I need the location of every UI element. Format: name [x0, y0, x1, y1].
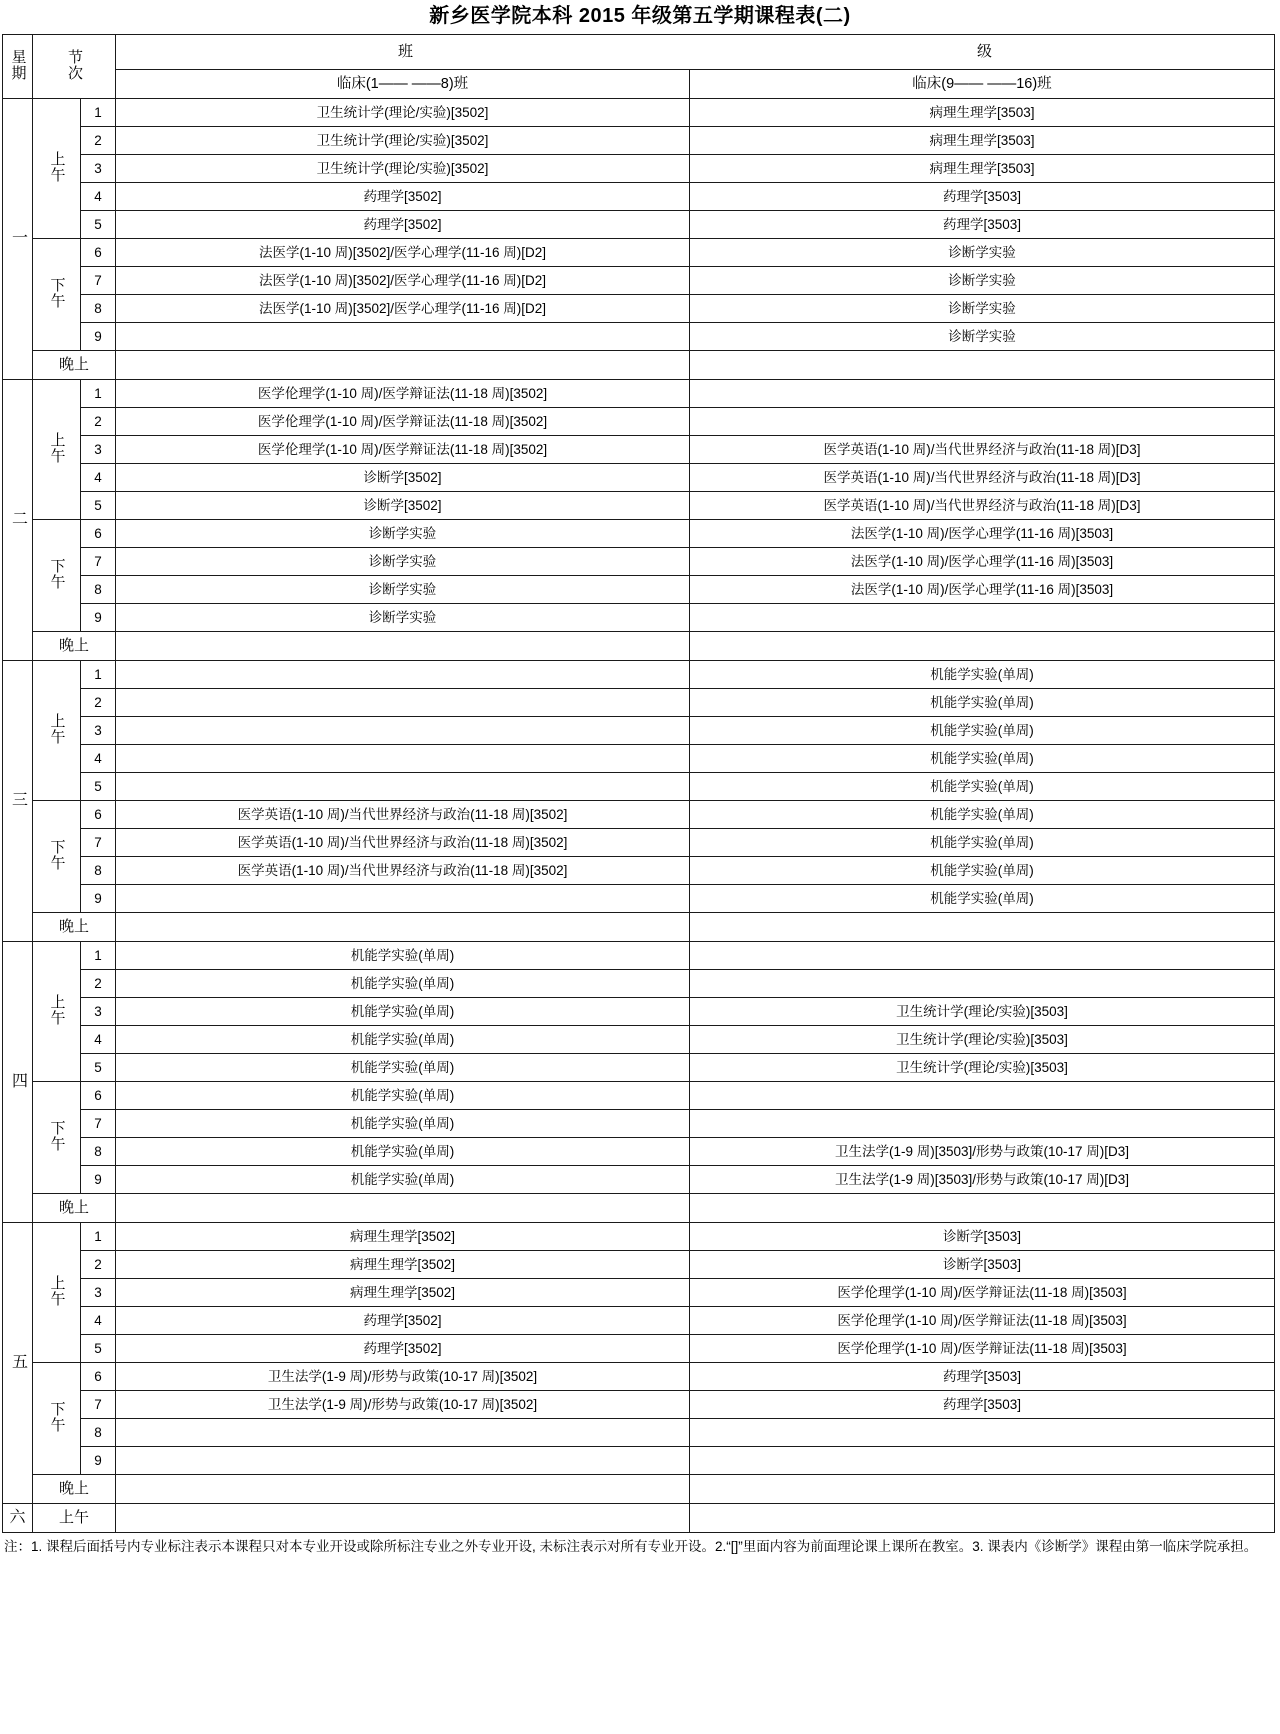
course-cell-right — [690, 351, 1275, 380]
period-group-evening: 晚上 — [33, 1194, 116, 1223]
course-cell-left: 病理生理学[3502] — [116, 1251, 690, 1279]
course-cell-left: 病理生理学[3502] — [116, 1223, 690, 1251]
page-title: 新乡医学院本科 2015 年级第五学期课程表(二) — [429, 5, 851, 27]
table-row — [3, 211, 1275, 239]
table-row — [3, 1335, 1275, 1363]
period-group-morning: 上午 — [33, 380, 81, 520]
course-cell-right: 机能学实验(单周) — [690, 661, 1275, 689]
course-cell-right — [690, 1082, 1275, 1110]
period-group-morning: 上午 — [33, 99, 81, 239]
course-cell-right: 机能学实验(单周) — [690, 801, 1275, 829]
course-cell-left — [116, 745, 690, 773]
period-number: 9 — [81, 1166, 116, 1194]
table-row — [3, 436, 1275, 464]
table-row — [3, 1279, 1275, 1307]
table-row — [3, 970, 1275, 998]
course-cell-left: 医学英语(1-10 周)/当代世界经济与政治(11-18 周)[3502] — [116, 829, 690, 857]
period-number: 1 — [81, 380, 116, 408]
day-cell: 二 — [3, 380, 33, 661]
table-row — [3, 520, 1275, 548]
table-row — [3, 1251, 1275, 1279]
period-number: 7 — [81, 829, 116, 857]
period-number: 3 — [81, 998, 116, 1026]
course-cell-right: 病理生理学[3503] — [690, 99, 1275, 127]
header-class-left: 临床(1—— ——8)班 — [116, 70, 690, 99]
course-cell-left — [116, 913, 690, 942]
course-cell-left — [116, 632, 690, 661]
table-row — [3, 492, 1275, 520]
table-row — [3, 155, 1275, 183]
course-cell-left — [116, 1504, 690, 1533]
course-cell-left: 卫生统计学(理论/实验)[3502] — [116, 99, 690, 127]
period-group-saturday-morning: 上午 — [33, 1504, 116, 1533]
period-number: 2 — [81, 1251, 116, 1279]
course-cell-right — [690, 380, 1275, 408]
period-group-afternoon: 下午 — [33, 1363, 81, 1475]
table-row — [3, 885, 1275, 913]
table-row — [3, 857, 1275, 885]
course-cell-left: 机能学实验(单周) — [116, 1138, 690, 1166]
period-number: 6 — [81, 1363, 116, 1391]
period-number: 6 — [81, 1082, 116, 1110]
period-number: 4 — [81, 745, 116, 773]
course-cell-right: 病理生理学[3503] — [690, 155, 1275, 183]
header-class-right: 临床(9—— ——16)班 — [690, 70, 1275, 99]
table-row — [3, 661, 1275, 689]
period-group-afternoon: 下午 — [33, 520, 81, 632]
period-number: 9 — [81, 885, 116, 913]
course-cell-left: 法医学(1-10 周)[3502]/医学心理学(11-16 周)[D2] — [116, 267, 690, 295]
period-number: 1 — [81, 99, 116, 127]
period-number: 2 — [81, 689, 116, 717]
period-group-morning: 上午 — [33, 1223, 81, 1363]
course-cell-left: 诊断学实验 — [116, 604, 690, 632]
table-row — [3, 99, 1275, 127]
course-cell-right: 机能学实验(单周) — [690, 773, 1275, 801]
course-cell-left: 机能学实验(单周) — [116, 1026, 690, 1054]
course-cell-right: 卫生统计学(理论/实验)[3503] — [690, 1026, 1275, 1054]
course-cell-left — [116, 885, 690, 913]
table-row — [3, 1363, 1275, 1391]
period-group-afternoon: 下午 — [33, 1082, 81, 1194]
course-cell-right: 诊断学[3503] — [690, 1251, 1275, 1279]
course-cell-right: 卫生统计学(理论/实验)[3503] — [690, 998, 1275, 1026]
period-number: 9 — [81, 323, 116, 351]
table-row — [3, 295, 1275, 323]
period-number: 4 — [81, 183, 116, 211]
course-cell-left: 诊断学[3502] — [116, 492, 690, 520]
period-group-evening: 晚上 — [33, 351, 116, 380]
course-cell-left: 药理学[3502] — [116, 183, 690, 211]
table-row — [3, 548, 1275, 576]
table-row — [3, 689, 1275, 717]
table-row-evening — [3, 913, 1275, 942]
course-cell-left: 诊断学实验 — [116, 576, 690, 604]
table-row-evening — [3, 351, 1275, 380]
course-cell-left: 卫生法学(1-9 周)/形势与政策(10-17 周)[3502] — [116, 1363, 690, 1391]
course-cell-right: 医学英语(1-10 周)/当代世界经济与政治(11-18 周)[D3] — [690, 464, 1275, 492]
course-cell-right: 药理学[3503] — [690, 183, 1275, 211]
period-number: 8 — [81, 576, 116, 604]
period-number: 4 — [81, 1307, 116, 1335]
table-row — [3, 1447, 1275, 1475]
course-cell-right: 法医学(1-10 周)/医学心理学(11-16 周)[3503] — [690, 520, 1275, 548]
table-body — [3, 99, 1275, 1533]
table-row-evening — [3, 1194, 1275, 1223]
course-cell-left: 医学伦理学(1-10 周)/医学辩证法(11-18 周)[3502] — [116, 380, 690, 408]
table-row — [3, 183, 1275, 211]
course-cell-left: 医学伦理学(1-10 周)/医学辩证法(11-18 周)[3502] — [116, 408, 690, 436]
course-cell-right — [690, 970, 1275, 998]
course-cell-right: 机能学实验(单周) — [690, 717, 1275, 745]
course-cell-right — [690, 1419, 1275, 1447]
period-group-morning: 上午 — [33, 661, 81, 801]
course-cell-right — [690, 942, 1275, 970]
period-group-evening: 晚上 — [33, 632, 116, 661]
course-cell-right — [690, 1194, 1275, 1223]
course-cell-left — [116, 689, 690, 717]
table-row — [3, 1307, 1275, 1335]
period-number: 8 — [81, 295, 116, 323]
table-row — [3, 1138, 1275, 1166]
table-row — [3, 998, 1275, 1026]
course-cell-left: 机能学实验(单周) — [116, 970, 690, 998]
course-cell-left: 医学英语(1-10 周)/当代世界经济与政治(11-18 周)[3502] — [116, 801, 690, 829]
period-number: 6 — [81, 520, 116, 548]
period-number: 2 — [81, 970, 116, 998]
period-group-afternoon: 下午 — [33, 239, 81, 351]
course-cell-left — [116, 1419, 690, 1447]
header-banji-char2: 级 — [976, 43, 992, 60]
period-number: 6 — [81, 801, 116, 829]
period-number: 5 — [81, 1054, 116, 1082]
table-row — [3, 323, 1275, 351]
period-number: 8 — [81, 1138, 116, 1166]
period-group-afternoon: 下午 — [33, 801, 81, 913]
period-number: 7 — [81, 1110, 116, 1138]
course-cell-right: 药理学[3503] — [690, 1391, 1275, 1419]
table-row — [3, 1419, 1275, 1447]
course-cell-left — [116, 717, 690, 745]
period-number: 5 — [81, 492, 116, 520]
table-row — [3, 801, 1275, 829]
course-cell-right: 机能学实验(单周) — [690, 857, 1275, 885]
course-cell-left: 药理学[3502] — [116, 211, 690, 239]
day-cell: 三 — [3, 661, 33, 942]
period-number: 2 — [81, 408, 116, 436]
course-cell-right: 药理学[3503] — [690, 211, 1275, 239]
course-cell-left: 诊断学[3502] — [116, 464, 690, 492]
course-cell-left — [116, 661, 690, 689]
course-cell-left: 卫生法学(1-9 周)/形势与政策(10-17 周)[3502] — [116, 1391, 690, 1419]
period-number: 7 — [81, 548, 116, 576]
period-group-evening: 晚上 — [33, 913, 116, 942]
course-cell-right: 医学英语(1-10 周)/当代世界经济与政治(11-18 周)[D3] — [690, 492, 1275, 520]
header-banji — [116, 35, 1275, 70]
period-number: 4 — [81, 464, 116, 492]
course-cell-right: 医学伦理学(1-10 周)/医学辩证法(11-18 周)[3503] — [690, 1335, 1275, 1363]
course-cell-right — [690, 604, 1275, 632]
course-cell-left: 机能学实验(单周) — [116, 942, 690, 970]
table-row — [3, 1110, 1275, 1138]
course-cell-left: 机能学实验(单周) — [116, 1110, 690, 1138]
table-row — [3, 464, 1275, 492]
header-period-label — [33, 35, 116, 99]
table-row — [3, 1166, 1275, 1194]
course-cell-right: 诊断学[3503] — [690, 1223, 1275, 1251]
table-row — [3, 1223, 1275, 1251]
course-cell-left: 诊断学实验 — [116, 548, 690, 576]
course-cell-left — [116, 351, 690, 380]
table-row — [3, 1391, 1275, 1419]
course-cell-right: 机能学实验(单周) — [690, 885, 1275, 913]
course-cell-left: 卫生统计学(理论/实验)[3502] — [116, 155, 690, 183]
period-number: 1 — [81, 942, 116, 970]
table-row — [3, 380, 1275, 408]
table-row — [3, 1054, 1275, 1082]
period-number: 3 — [81, 1279, 116, 1307]
course-cell-left: 病理生理学[3502] — [116, 1279, 690, 1307]
table-row — [3, 745, 1275, 773]
course-cell-right: 病理生理学[3503] — [690, 127, 1275, 155]
course-cell-right: 卫生法学(1-9 周)[3503]/形势与政策(10-17 周)[D3] — [690, 1138, 1275, 1166]
course-cell-right — [690, 1447, 1275, 1475]
course-cell-left — [116, 1447, 690, 1475]
course-cell-right: 机能学实验(单周) — [690, 689, 1275, 717]
course-cell-left — [116, 323, 690, 351]
course-cell-right: 医学英语(1-10 周)/当代世界经济与政治(11-18 周)[D3] — [690, 436, 1275, 464]
table-row — [3, 717, 1275, 745]
course-cell-left: 诊断学实验 — [116, 520, 690, 548]
period-number: 1 — [81, 661, 116, 689]
table-row — [3, 239, 1275, 267]
period-number: 3 — [81, 155, 116, 183]
course-cell-right: 医学伦理学(1-10 周)/医学辩证法(11-18 周)[3503] — [690, 1279, 1275, 1307]
period-group-evening: 晚上 — [33, 1475, 116, 1504]
period-group-morning: 上午 — [33, 942, 81, 1082]
header-row-banji — [3, 35, 1275, 70]
course-cell-right: 药理学[3503] — [690, 1363, 1275, 1391]
course-cell-right: 卫生法学(1-9 周)[3503]/形势与政策(10-17 周)[D3] — [690, 1166, 1275, 1194]
table-row — [3, 408, 1275, 436]
course-cell-left — [116, 1475, 690, 1504]
table-row-saturday — [3, 1504, 1275, 1533]
course-cell-right — [690, 1475, 1275, 1504]
period-number: 4 — [81, 1026, 116, 1054]
table-head — [3, 35, 1275, 99]
course-cell-left: 机能学实验(单周) — [116, 1082, 690, 1110]
period-number: 9 — [81, 1447, 116, 1475]
course-cell-right: 卫生统计学(理论/实验)[3503] — [690, 1054, 1275, 1082]
period-number: 5 — [81, 773, 116, 801]
table-row — [3, 267, 1275, 295]
course-cell-right: 诊断学实验 — [690, 239, 1275, 267]
course-cell-left: 药理学[3502] — [116, 1307, 690, 1335]
course-cell-left: 法医学(1-10 周)[3502]/医学心理学(11-16 周)[D2] — [116, 239, 690, 267]
course-cell-right: 诊断学实验 — [690, 295, 1275, 323]
course-cell-left: 医学英语(1-10 周)/当代世界经济与政治(11-18 周)[3502] — [116, 857, 690, 885]
period-number: 5 — [81, 211, 116, 239]
header-banji-char1: 班 — [397, 43, 413, 60]
table-row-evening — [3, 632, 1275, 661]
period-number: 8 — [81, 1419, 116, 1447]
period-number: 2 — [81, 127, 116, 155]
course-cell-right: 医学伦理学(1-10 周)/医学辩证法(11-18 周)[3503] — [690, 1307, 1275, 1335]
course-cell-left: 卫生统计学(理论/实验)[3502] — [116, 127, 690, 155]
course-cell-right — [690, 913, 1275, 942]
course-cell-right: 机能学实验(单周) — [690, 745, 1275, 773]
table-row — [3, 576, 1275, 604]
course-cell-right — [690, 408, 1275, 436]
schedule-table — [2, 34, 1275, 1533]
table-row — [3, 1026, 1275, 1054]
table-row — [3, 127, 1275, 155]
course-cell-right — [690, 632, 1275, 661]
course-cell-right: 诊断学实验 — [690, 267, 1275, 295]
period-number: 6 — [81, 239, 116, 267]
period-number: 7 — [81, 267, 116, 295]
footer-note: 注：1. 课程后面括号内专业标注表示本课程只对本专业开设或除所标注专业之外专业开设, 未标注表示对所有专业开设。2.“[]”里面内容为前面理论课上课所在教室。3. 课表内《诊断学》课程由第一临床学院承担。 — [4, 1539, 1258, 1554]
course-cell-right — [690, 1504, 1275, 1533]
period-number: 7 — [81, 1391, 116, 1419]
day-cell: 六 — [3, 1504, 33, 1533]
day-cell: 四 — [3, 942, 33, 1223]
course-cell-left: 机能学实验(单周) — [116, 1054, 690, 1082]
header-day-label — [3, 35, 33, 99]
table-row-evening — [3, 1475, 1275, 1504]
period-number: 9 — [81, 604, 116, 632]
table-row — [3, 829, 1275, 857]
course-cell-left: 法医学(1-10 周)[3502]/医学心理学(11-16 周)[D2] — [116, 295, 690, 323]
table-row — [3, 773, 1275, 801]
period-number: 1 — [81, 1223, 116, 1251]
course-cell-left — [116, 1194, 690, 1223]
course-cell-right: 法医学(1-10 周)/医学心理学(11-16 周)[3503] — [690, 576, 1275, 604]
table-row — [3, 942, 1275, 970]
day-cell: 一 — [3, 99, 33, 380]
course-cell-left: 医学伦理学(1-10 周)/医学辩证法(11-18 周)[3502] — [116, 436, 690, 464]
course-cell-left: 机能学实验(单周) — [116, 998, 690, 1026]
table-row — [3, 604, 1275, 632]
course-cell-right: 机能学实验(单周) — [690, 829, 1275, 857]
course-cell-left — [116, 773, 690, 801]
day-cell: 五 — [3, 1223, 33, 1504]
table-row — [3, 1082, 1275, 1110]
course-cell-left: 药理学[3502] — [116, 1335, 690, 1363]
header-day-text: 星期 — [9, 49, 27, 81]
period-number: 5 — [81, 1335, 116, 1363]
period-number: 8 — [81, 857, 116, 885]
course-cell-right — [690, 1110, 1275, 1138]
course-cell-right: 法医学(1-10 周)/医学心理学(11-16 周)[3503] — [690, 548, 1275, 576]
header-row-classes — [3, 70, 1275, 99]
header-period-text: 节次 — [66, 49, 83, 81]
course-cell-left: 机能学实验(单周) — [116, 1166, 690, 1194]
period-number: 3 — [81, 717, 116, 745]
course-cell-right: 诊断学实验 — [690, 323, 1275, 351]
period-number: 3 — [81, 436, 116, 464]
